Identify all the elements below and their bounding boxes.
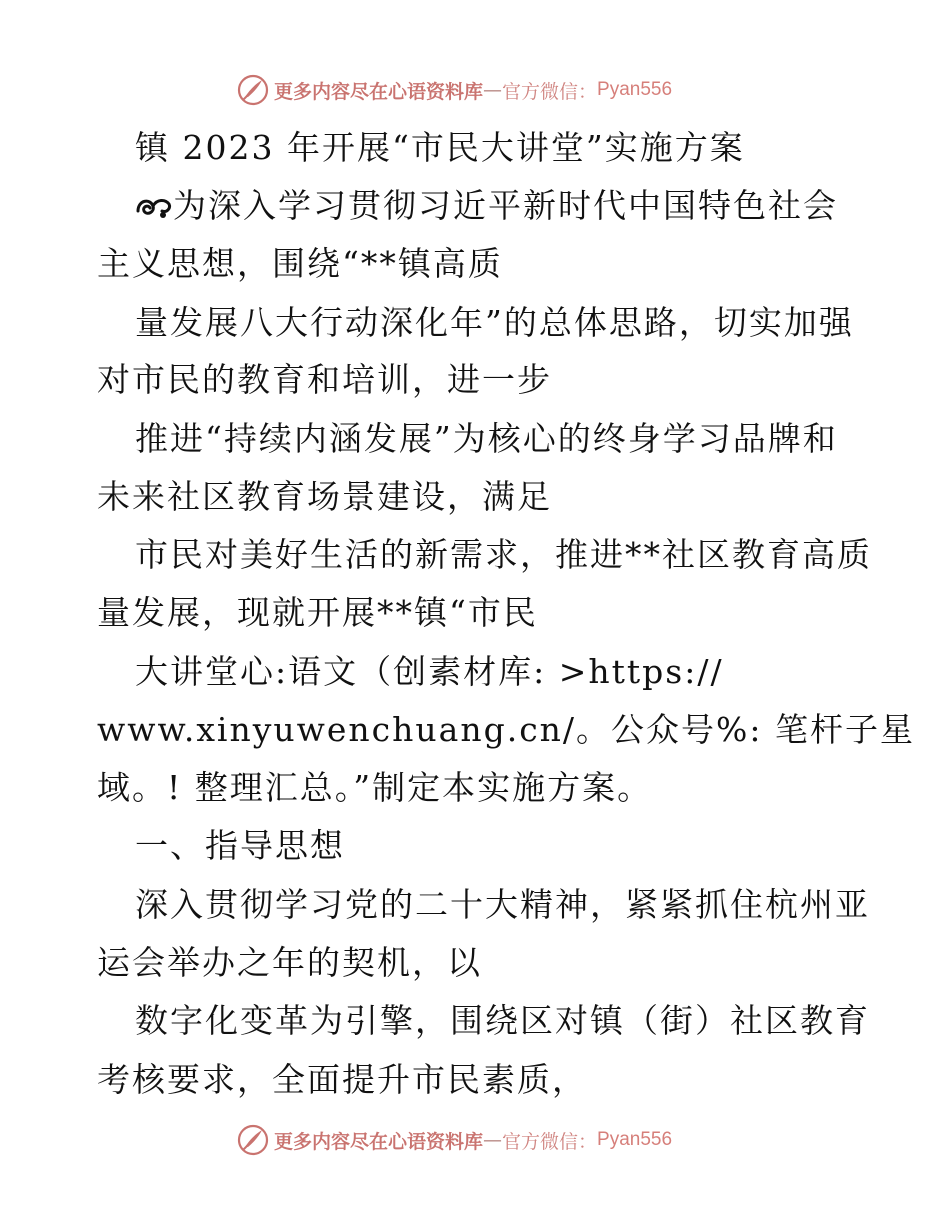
decorative-bullet-icon	[135, 191, 173, 221]
paragraph-line: 未来社区教育场景建设，满足	[97, 477, 552, 516]
watermark-wechat-label: 官方微信：	[502, 80, 598, 103]
watermark-wechat-id: Pyan556	[597, 1129, 673, 1150]
paragraph-line	[135, 186, 838, 226]
paragraph-line: 推进“持续内涵发展”为核心的终身学习品牌和	[135, 419, 838, 458]
paragraph-line: 数字化变革为引擎，围绕区对镇（街）社区教育	[135, 1001, 870, 1040]
paragraph-line: 量发展，现就开展**镇“市民	[97, 593, 538, 632]
watermark-separator: —	[483, 1129, 503, 1151]
watermark-wechat-id: Pyan556	[597, 79, 673, 100]
document-title: 镇 2023 年开展“市民大讲堂”实施方案	[135, 128, 745, 167]
paragraph-line: 量发展八大行动深化年”的总体思路，切实加强	[135, 303, 854, 342]
watermark-text: 更多内容尽在心语资料库	[274, 1130, 484, 1153]
watermark-wechat-label: 官方微信：	[502, 1130, 598, 1153]
paragraph-line: 考核要求，全面提升市民素质，	[97, 1060, 587, 1099]
paragraph-line: www.xinyuwenchuang.cn/。公众号%: 笔杆子星	[97, 710, 916, 749]
paragraph-line: 对市民的教育和培训，进一步	[97, 360, 552, 399]
watermark-text: 更多内容尽在心语资料库	[274, 80, 484, 103]
paragraph-line: 市民对美好生活的新需求，推进**社区教育高质	[135, 535, 872, 574]
paragraph-line: 深入贯彻学习党的二十大精神，紧紧抓住杭州亚	[135, 885, 870, 924]
paragraph-line: 主义思想，围绕“**镇高质	[97, 244, 503, 283]
paragraph-line: 运会举办之年的契机，以	[97, 943, 482, 982]
quill-logo-icon	[236, 73, 270, 107]
watermark-footer	[236, 1122, 672, 1158]
paragraph-text: 为深入学习贯彻习近平新时代中国特色社会	[173, 186, 838, 225]
watermark-header	[236, 72, 672, 108]
quill-logo-icon	[236, 1123, 270, 1157]
paragraph-line: 域。! 整理汇总。”制定本实施方案。	[97, 768, 653, 807]
section-heading: 一、指导思想	[135, 826, 345, 865]
watermark-separator: —	[483, 79, 503, 101]
paragraph-line: 大讲堂心:语文（创素材库: >https://	[135, 652, 724, 691]
